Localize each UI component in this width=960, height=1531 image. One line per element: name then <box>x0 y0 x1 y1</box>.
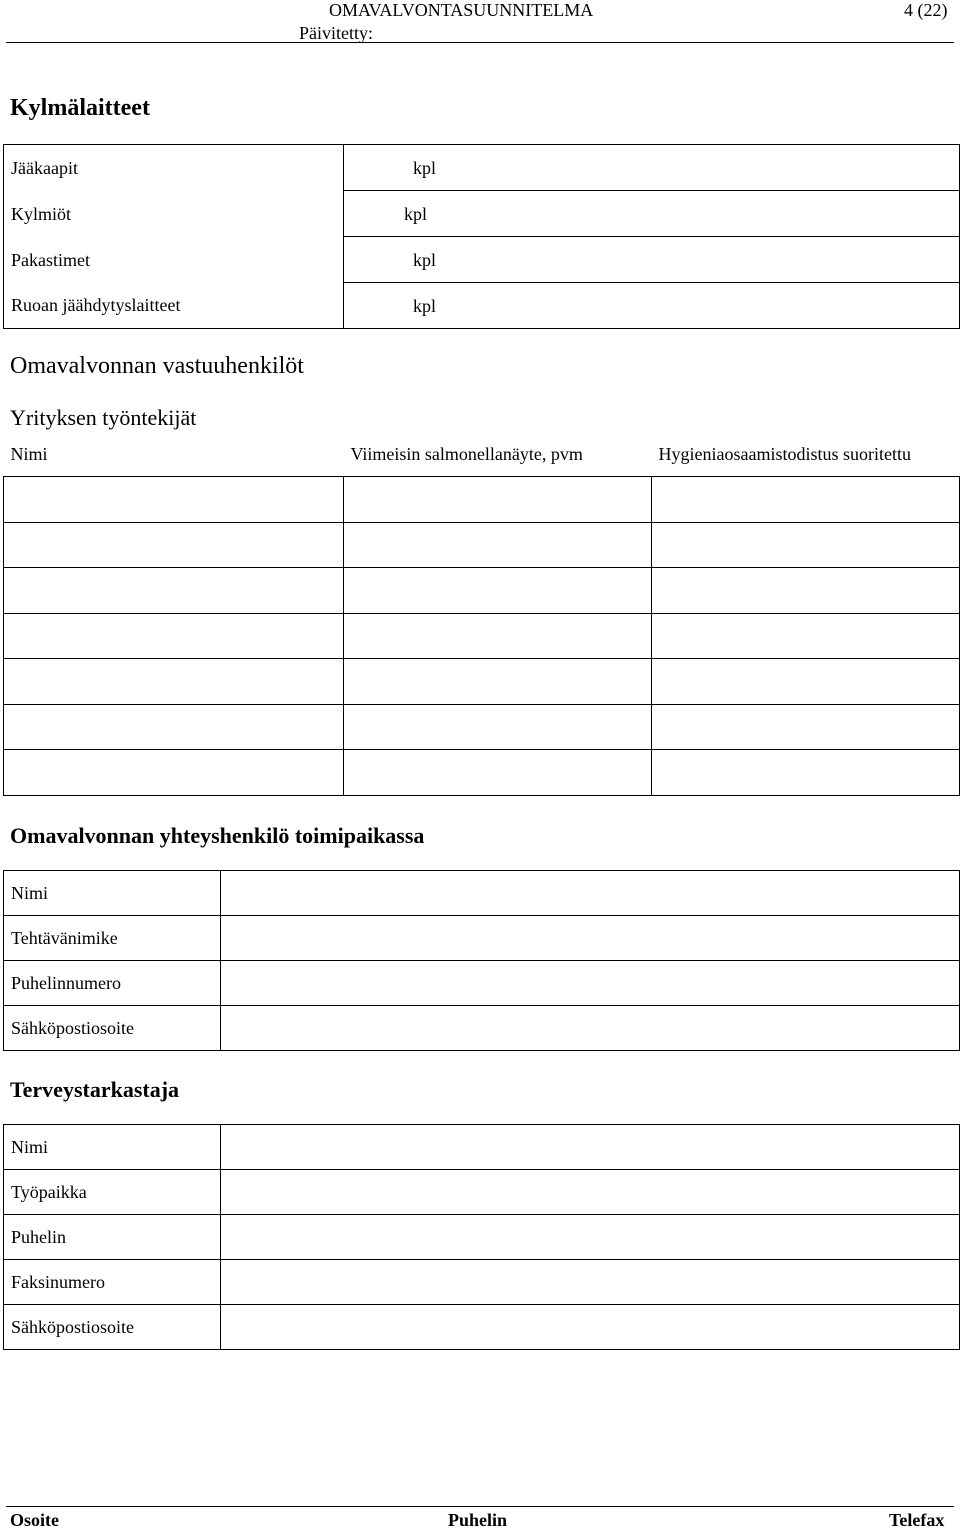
inspector-row <box>4 1125 960 1170</box>
cooling-unit: kpl <box>413 157 437 178</box>
employees-table <box>3 431 960 796</box>
cooling-count-field[interactable] <box>344 191 960 237</box>
cooling-heading: Kylmälaitteet <box>10 95 150 121</box>
employee-cell[interactable] <box>652 704 960 750</box>
cooling-table <box>3 144 960 329</box>
employee-cell[interactable] <box>4 659 344 705</box>
inspector-label: Työpaikka <box>4 1170 221 1215</box>
cooling-count-field[interactable] <box>344 145 960 191</box>
cooling-row <box>4 191 960 237</box>
cooling-row <box>4 145 960 191</box>
employee-cell[interactable] <box>344 659 652 705</box>
inspector-value-field[interactable] <box>221 1125 960 1170</box>
employee-row <box>4 522 960 568</box>
employee-cell[interactable] <box>4 750 344 796</box>
inspector-label: Faksinumero <box>4 1260 221 1305</box>
employee-cell[interactable] <box>4 477 344 523</box>
employee-cell[interactable] <box>652 659 960 705</box>
employee-cell[interactable] <box>344 522 652 568</box>
contact-value-field[interactable] <box>221 916 960 961</box>
inspector-label: Puhelin <box>4 1215 221 1260</box>
contact-row <box>4 871 960 916</box>
cooling-unit: kpl <box>413 295 437 316</box>
document-title: OMAVALVONTASUUNNITELMA <box>329 0 594 20</box>
contact-label: Puhelinnumero <box>4 961 221 1006</box>
cooling-row <box>4 283 960 329</box>
inspector-value-field[interactable] <box>221 1170 960 1215</box>
header-divider <box>6 42 954 43</box>
employee-cell[interactable] <box>4 568 344 614</box>
employee-row <box>4 750 960 796</box>
employee-cell[interactable] <box>652 568 960 614</box>
footer-fax: Telefax <box>889 1510 945 1530</box>
employee-cell[interactable] <box>4 522 344 568</box>
contact-label: Nimi <box>4 871 221 916</box>
employee-row <box>4 477 960 523</box>
inspector-heading: Terveystarkastaja <box>10 1077 180 1102</box>
contact-table <box>3 870 960 1051</box>
employee-cell[interactable] <box>4 613 344 659</box>
contact-label: Sähköpostiosoite <box>4 1006 221 1051</box>
inspector-value-field[interactable] <box>221 1215 960 1260</box>
inspector-label: Sähköpostiosoite <box>4 1305 221 1350</box>
cooling-label: Ruoan jäähdytyslaitteet <box>4 283 344 329</box>
contact-heading: Omavalvonnan yhteyshenkilö toimipaikassa <box>10 823 425 848</box>
cooling-label: Pakastimet <box>4 237 344 283</box>
inspector-value-field[interactable] <box>221 1260 960 1305</box>
contact-row <box>4 916 960 961</box>
contact-value-field[interactable] <box>221 961 960 1006</box>
contact-row <box>4 1006 960 1051</box>
cooling-count-field[interactable] <box>344 237 960 283</box>
cooling-count-field[interactable] <box>344 283 960 329</box>
employee-row <box>4 704 960 750</box>
inspector-row <box>4 1260 960 1305</box>
employee-cell[interactable] <box>652 477 960 523</box>
inspector-row <box>4 1215 960 1260</box>
employee-row <box>4 613 960 659</box>
cooling-unit: kpl <box>413 249 437 270</box>
employees-subheading: Yrityksen työntekijät <box>10 405 197 430</box>
employee-cell[interactable] <box>344 613 652 659</box>
employees-column-header: Viimeisin salmonellanäyte, pvm <box>344 431 652 477</box>
cooling-unit: kpl <box>404 203 428 224</box>
contact-value-field[interactable] <box>221 871 960 916</box>
employees-column-header: Hygieniaosaamistodistus suoritettu <box>652 431 960 477</box>
employee-cell[interactable] <box>652 750 960 796</box>
footer-phone: Puhelin <box>448 1510 508 1530</box>
employee-cell[interactable] <box>344 704 652 750</box>
inspector-value-field[interactable] <box>221 1305 960 1350</box>
inspector-table <box>3 1124 960 1350</box>
employee-cell[interactable] <box>344 568 652 614</box>
employee-row <box>4 568 960 614</box>
employee-row <box>4 659 960 705</box>
employees-column-header: Nimi <box>4 431 344 477</box>
employee-cell[interactable] <box>652 613 960 659</box>
employee-cell[interactable] <box>652 522 960 568</box>
cooling-label: Jääkaapit <box>4 145 344 191</box>
inspector-row <box>4 1170 960 1215</box>
footer-divider <box>6 1506 954 1507</box>
inspector-label: Nimi <box>4 1125 221 1170</box>
cooling-row <box>4 237 960 283</box>
employee-cell[interactable] <box>4 704 344 750</box>
employee-cell[interactable] <box>344 750 652 796</box>
contact-value-field[interactable] <box>221 1006 960 1051</box>
cooling-label: Kylmiöt <box>4 191 344 237</box>
updated-label: Päivitetty: <box>299 23 373 43</box>
inspector-row <box>4 1305 960 1350</box>
responsible-heading: Omavalvonnan vastuuhenkilöt <box>10 353 304 379</box>
employee-cell[interactable] <box>344 477 652 523</box>
page-number: 4 (22) <box>904 0 948 20</box>
footer-address: Osoite <box>10 1510 59 1530</box>
contact-row <box>4 961 960 1006</box>
contact-label: Tehtävänimike <box>4 916 221 961</box>
